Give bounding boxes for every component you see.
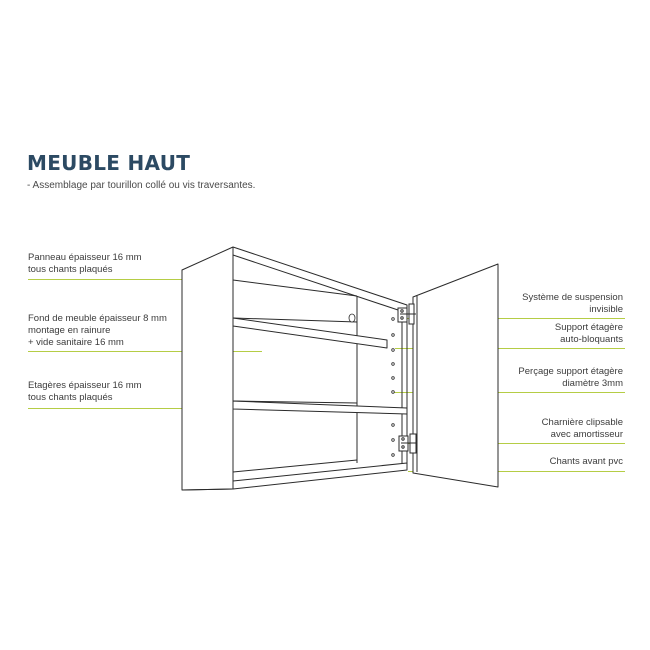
drill-hole xyxy=(392,391,395,394)
lower-shelf xyxy=(233,401,407,414)
bottom-panel xyxy=(233,463,407,489)
drill-hole xyxy=(392,454,395,457)
label-hinge-line1: Charnière clipsable xyxy=(541,417,623,428)
label-shelves-line2: tous chants plaqués xyxy=(28,392,113,403)
label-back-line1: Fond de meuble épaisseur 8 mm xyxy=(28,313,167,324)
label-shelf-support-line2: auto-bloquants xyxy=(560,334,623,345)
label-hinge xyxy=(542,417,623,441)
label-panel-line1: Panneau épaisseur 16 mm xyxy=(28,252,142,263)
drill-hole xyxy=(392,377,395,380)
door xyxy=(413,264,498,487)
label-edges-line1: Chants avant pvc xyxy=(549,456,623,467)
label-drilling-line1: Perçage support étagère xyxy=(518,366,623,377)
hanging-hole xyxy=(349,314,355,322)
label-panel xyxy=(28,252,142,276)
drill-hole xyxy=(392,363,395,366)
label-back-line2: montage en rainure xyxy=(28,325,111,336)
label-shelf-support-line1: Support étagère xyxy=(554,322,623,333)
label-shelves xyxy=(28,380,142,404)
label-suspension xyxy=(522,292,623,316)
label-drilling xyxy=(518,366,623,390)
label-drilling-line2: diamètre 3mm xyxy=(562,378,623,389)
label-suspension-line1: Système de suspension xyxy=(522,292,623,303)
label-hinge-line2: avec amortisseur xyxy=(550,429,623,440)
drill-hole xyxy=(392,439,395,442)
left-side-panel xyxy=(182,247,233,490)
label-back-line3: + vide sanitaire 16 mm xyxy=(28,337,124,348)
page-subtitle: - Assemblage par tourillon collé ou vis traversantes. xyxy=(27,180,256,191)
drill-hole xyxy=(392,424,395,427)
label-suspension-line2: invisible xyxy=(589,304,623,315)
label-back xyxy=(28,313,167,349)
label-shelves-line1: Etagères épaisseur 16 mm xyxy=(28,380,142,391)
top-panel xyxy=(233,247,407,313)
page-title: MEUBLE HAUT xyxy=(27,151,191,175)
label-panel-line2: tous chants plaqués xyxy=(28,264,113,275)
upper-shelf xyxy=(233,318,387,348)
label-edges xyxy=(550,456,623,468)
cabinet xyxy=(182,247,498,490)
hinge-icon xyxy=(399,434,417,453)
label-shelf-support xyxy=(555,322,623,346)
drill-hole xyxy=(392,349,395,352)
drill-hole xyxy=(392,318,395,321)
drill-hole xyxy=(392,334,395,337)
